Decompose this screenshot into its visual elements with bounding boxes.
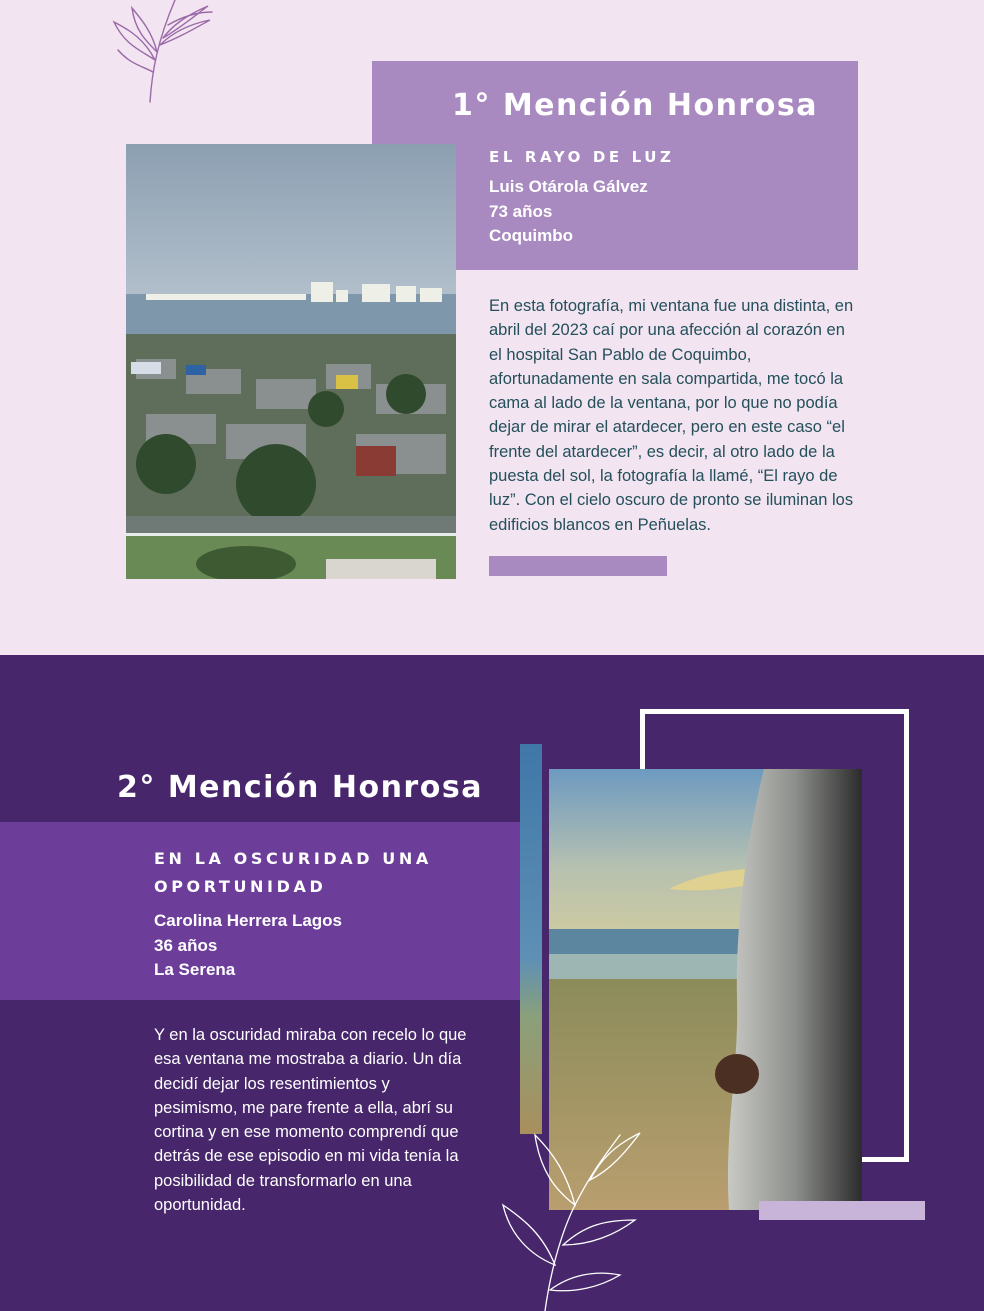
author-city: La Serena [154,960,236,979]
author-info [489,175,648,249]
page-title: 1° Mención Honrosa [452,88,818,123]
second-mention-section [0,655,984,1311]
leaf-branch-decoration [100,0,230,105]
page-title: 2° Mención Honrosa [117,770,483,805]
leaf-branch-decoration [495,1125,645,1311]
description-text: En esta fotografía, mi ventana fue una distinta, en abril del 2023 caí por una afección al corazón en el hospital San Pablo de Coquimbo, afortunadamente en sala compartida, me tocó la cama al lado de la ventana, por lo que no podía dejar de mirar el atardecer, pero en este caso “el frente del atardecer”, es decir, al otro lado de la puesta del sol, la fotografía la llamé, “El rayo de luz”. Con el cielo oscuro de pronto se iluminan los edificios blancos en Peñuelas. [489,297,854,534]
description-text: Y en la oscuridad miraba con recelo lo que esa ventana me mostraba a diario. Un día decidí dejar los resentimientos y pesimismo, me pare frente a ella, abrí su cortina y en ese momento comprendí que detrás de ese episodio en mi vida tenía la posibilidad de transformarlo en una oportunidad. [154,1026,467,1215]
author-age: 73 años [489,201,553,221]
city-bay-photo [126,144,456,579]
work-title: EN LA OSCURIDAD UNA OPORTUNIDAD [154,849,432,896]
work-title: EL RAYO DE LUZ [489,148,675,166]
first-mention-section [0,0,984,655]
author-age: 36 años [154,935,218,955]
author-name: Luis Otárola Gálvez [489,177,648,196]
author-name: Carolina Herrera Lagos [154,911,343,930]
photo-strip [520,744,542,1134]
author-city: Coquimbo [489,226,574,245]
accent-bar [489,556,667,576]
accent-bar [759,1201,925,1220]
author-info [154,909,342,983]
